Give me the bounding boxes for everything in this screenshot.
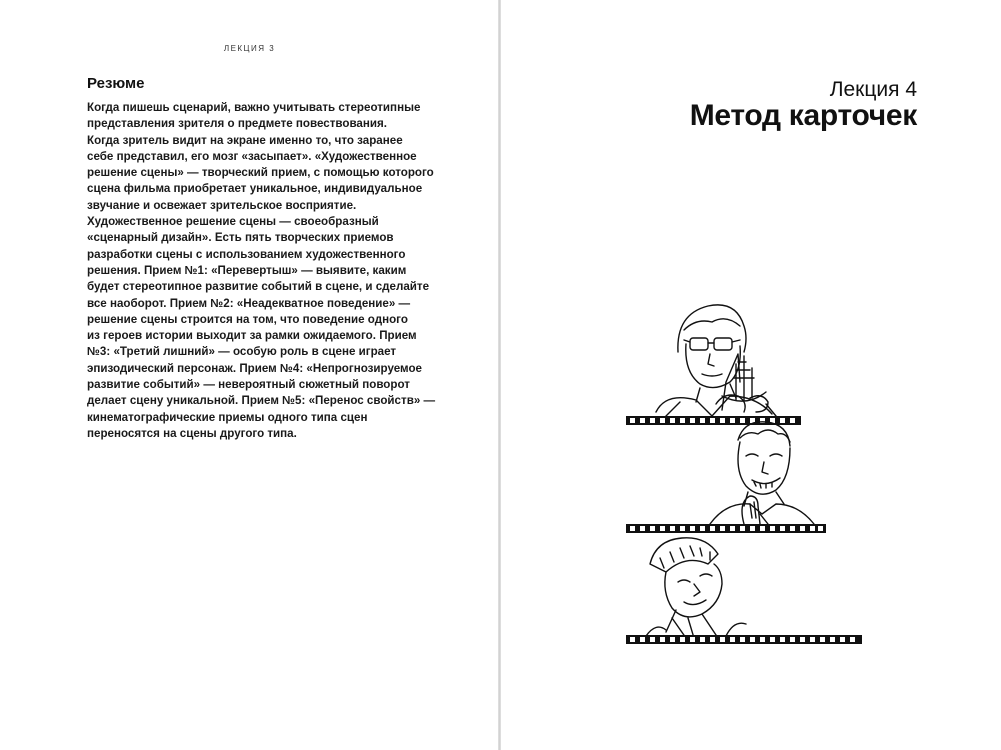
summary-heading: Резюме — [87, 75, 145, 92]
summary-line: кинематографические приемы одного типа сцен — [87, 410, 368, 424]
summary-line: представления зрителя о предмете повествования. — [87, 117, 387, 131]
summary-line: «сценарный дизайн». Есть пять творческих приемов — [87, 231, 394, 245]
summary-body — [87, 100, 447, 442]
summary-line: решения. Прием №1: «Перевертыш» — выявите, каким — [87, 263, 407, 277]
left-page — [0, 0, 499, 750]
lecture-label: Лекция 4 — [829, 78, 917, 101]
summary-line: будет стереотипное развитие событий в сцене, и сделайте — [87, 280, 430, 294]
summary-line: все наоборот. Прием №2: «Неадекватное поведение» — — [87, 296, 411, 310]
summary-line: делает сцену уникальной. Прием №5: «Перенос свойств» — — [87, 394, 436, 408]
summary-line: Когда зритель видит на экране именно то, что заранее — [87, 133, 403, 147]
lecture-title: Метод карточек — [689, 99, 917, 132]
right-page — [501, 0, 1001, 750]
summary-line: разработки сцены с использованием художественного — [87, 247, 406, 261]
summary-line: из героев истории выходит за рамки ожидаемого. Прием — [87, 329, 417, 343]
summary-line: решение сцены» — творческий прием, с помощью которого — [87, 166, 434, 180]
summary-line: Когда пишешь сценарий, важно учитывать стереотипные — [87, 101, 421, 114]
summary-line: Художественное решение сцены — своеобразный — [87, 215, 379, 229]
summary-line: развитие событий» — невероятный сюжетный поворот — [87, 378, 410, 392]
summary-line: переносятся на сцены другого типа. — [87, 426, 297, 440]
portrait-man-with-ship-model — [656, 305, 776, 416]
summary-line: сцена фильма приобретает уникальное, индивидуальное — [87, 182, 423, 196]
running-head: ЛЕКЦИЯ 3 — [223, 44, 276, 53]
summary-line: эпизодический персонаж. Прием №4: «Непрогнозируемое — [87, 361, 422, 375]
summary-line: себе представил, его мозг «засыпает». «Художественное — [87, 149, 417, 163]
film-strip-3 — [626, 635, 862, 644]
summary-line: решение сцены строится на том, что поведение одного — [87, 312, 408, 326]
film-strip-illustration — [626, 292, 866, 652]
portrait-laughing-man — [710, 422, 814, 524]
summary-line: звучание и освежает зрительское восприятие. — [87, 198, 357, 212]
summary-line: №3: «Третий лишний» — особую роль в сцене играет — [87, 345, 397, 359]
portrait-man-in-knit-hat — [646, 538, 746, 638]
film-strip-2 — [626, 524, 826, 533]
